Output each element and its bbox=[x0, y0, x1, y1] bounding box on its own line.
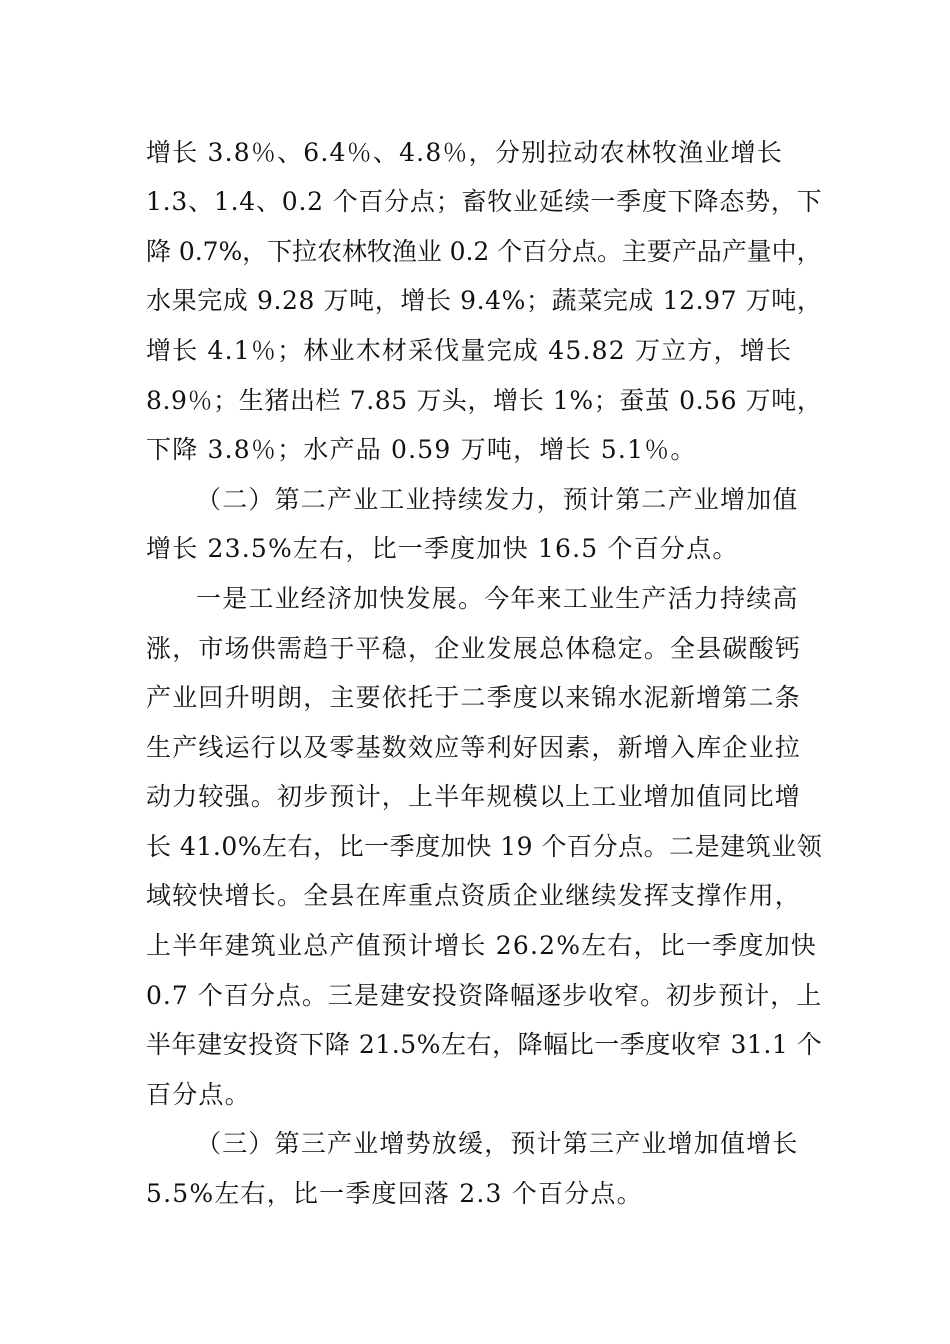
text-line: 增长 23.5%左右，比一季度加快 16.5 个百分点。 bbox=[146, 534, 739, 563]
section-heading: （二）第二产业工业持续发力，预计第二产业增加值 bbox=[196, 485, 799, 514]
text-line: 半年建安投资下降 21.5%左右，降幅比一季度收窄 31.1 个 bbox=[146, 1030, 823, 1059]
text-line: 降 0.7%，下拉农林牧渔业 0.2 个百分点。主要产品产量中， bbox=[146, 237, 822, 266]
text-line: 生产线运行以及零基数效应等利好因素，新增入库企业拉 bbox=[146, 733, 802, 762]
text-line: 5.5%左右，比一季度回落 2.3 个百分点。 bbox=[146, 1179, 643, 1208]
text-line: 动力较强。初步预计，上半年规模以上工业增加值同比增 bbox=[146, 782, 802, 811]
paragraph-start: 一是工业经济加快发展。今年来工业生产活力持续高 bbox=[196, 584, 799, 613]
text-line: 增长 3.8％、6.4％、4.8％，分别拉动农林牧渔业增长 bbox=[146, 138, 784, 167]
text-line: 上半年建筑业总产值预计增长 26.2%左右，比一季度加快 bbox=[146, 931, 817, 960]
text-line: 产业回升明朗，主要依托于二季度以来锦水泥新增第二条 bbox=[146, 683, 802, 712]
section-heading: （三）第三产业增势放缓，预计第三产业增加值增长 bbox=[196, 1129, 799, 1158]
text-line: 长 41.0%左右，比一季度加快 19 个百分点。二是建筑业领 bbox=[146, 832, 823, 861]
text-line: 水果完成 9.28 万吨，增长 9.4%；蔬菜完成 12.97 万吨， bbox=[146, 286, 823, 315]
text-line: 涨，市场供需趋于平稳，企业发展总体稳定。全县碳酸钙 bbox=[146, 634, 802, 663]
text-line: 1.3、1.4、0.2 个百分点；畜牧业延续一季度下降态势，下 bbox=[146, 187, 823, 216]
text-line: 下降 3.8％；水产品 0.59 万吨，增长 5.1％。 bbox=[146, 435, 697, 464]
text-line: 域较快增长。全县在库重点资质企业继续发挥支撑作用， bbox=[146, 881, 802, 910]
text-line: 8.9％；生猪出栏 7.85 万头，增长 1%；蚕茧 0.56 万吨， bbox=[146, 386, 823, 415]
text-line: 增长 4.1％；林业木材采伐量完成 45.82 万立方，增长 bbox=[146, 336, 793, 365]
text-line: 0.7 个百分点。三是建安投资降幅逐步收窄。初步预计，上 bbox=[146, 981, 823, 1010]
text-line: 百分点。 bbox=[146, 1080, 251, 1109]
